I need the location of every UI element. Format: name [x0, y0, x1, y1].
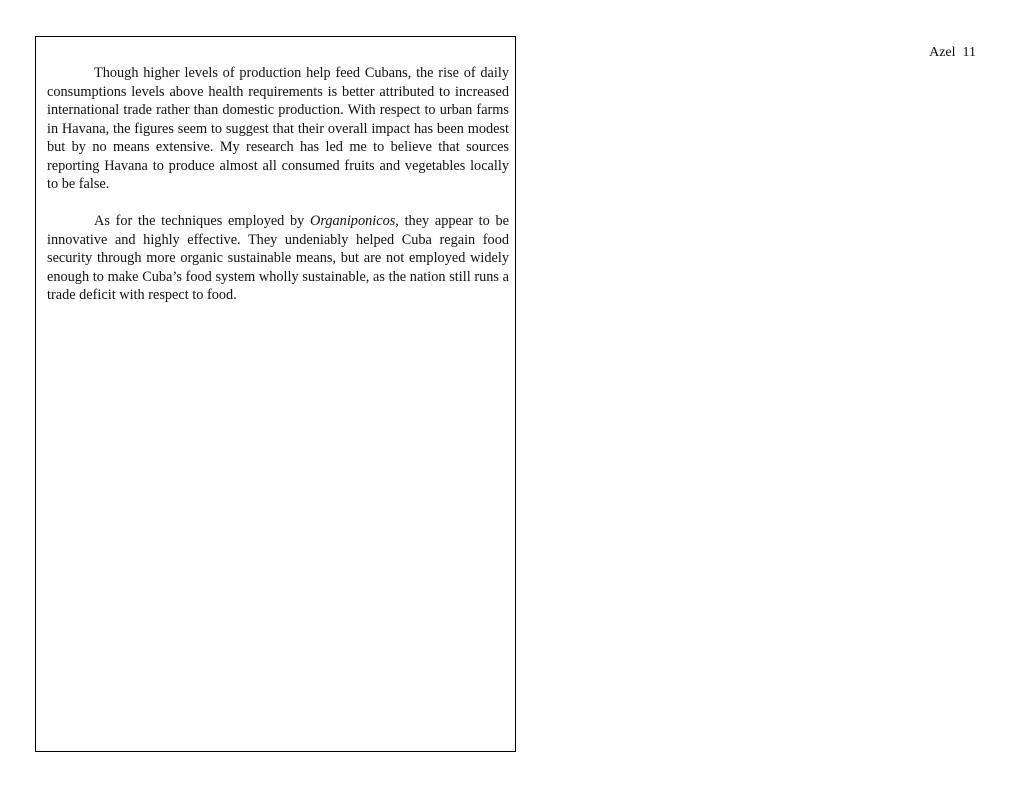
paragraph-1: Though higher levels of production help feed Cubans, the rise of daily consumptions levels above health requirements is better attributed to increased international trade rather than domestic production. With respect to urban farms in Havana, the figures seem to suggest that their overall impact has been modest but by no means extensive. My research has led me to believe that sources reporting Havana to produce almost all consumed fruits and vegetables locally to be false.: [47, 65, 509, 192]
organiponicos-term: Organiponicos: [310, 213, 396, 229]
paragraph-2-rest: , they appear to be innovative and highly effective. They undeniably helped Cuba regain food security through more organic sustainable means, but are not employed widely enough to make Cuba’s food system wholly sustainable, as the nation still runs a trade deficit with respect to food.: [47, 213, 509, 303]
body-text: [47, 64, 509, 305]
text-frame: [35, 36, 516, 752]
paragraph-2-lead: As for the techniques employed by: [94, 213, 311, 229]
running-head: Azel 11: [929, 45, 976, 60]
paragraph-2: [47, 212, 509, 305]
